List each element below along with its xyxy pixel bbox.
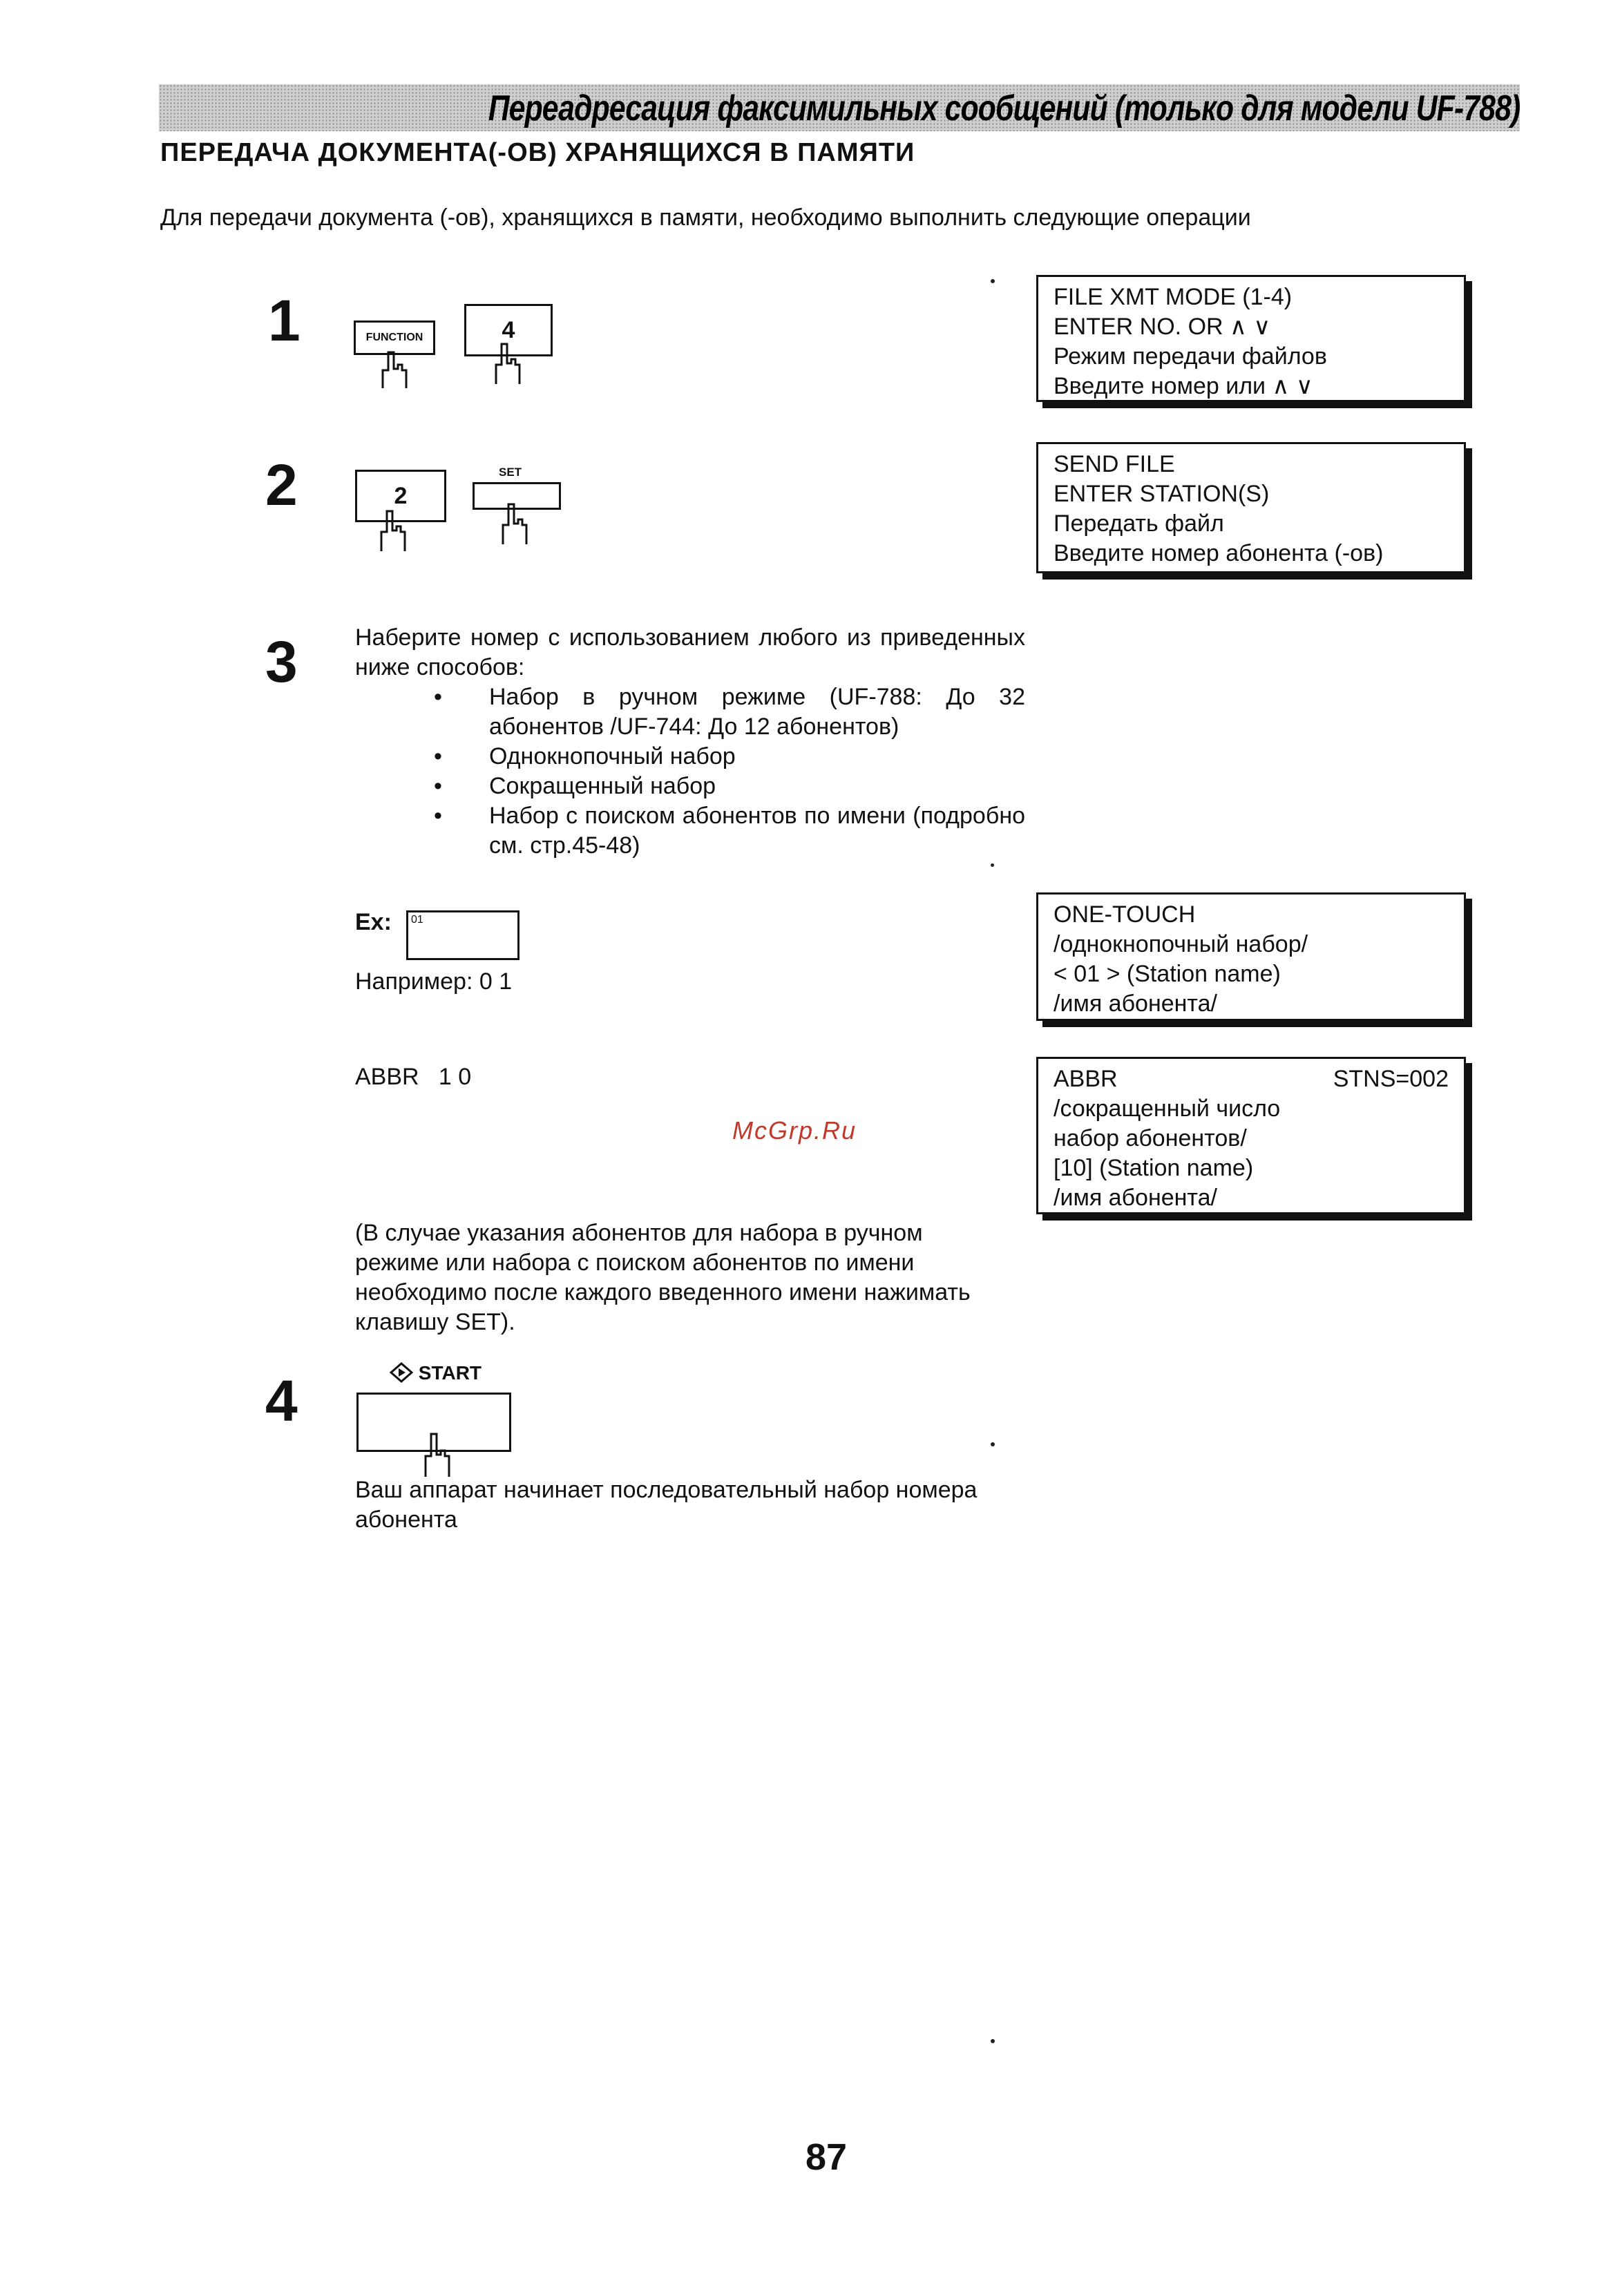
dialing-methods-list: [434, 682, 1025, 861]
list-item: • Однокнопочный набор: [434, 742, 1025, 772]
start-key-label: START: [390, 1362, 482, 1384]
watermark: McGrp.Ru: [732, 1116, 857, 1145]
step-3-number: 3: [265, 629, 298, 694]
print-mark: [991, 279, 995, 283]
list-item: • Сокращенный набор: [434, 772, 1025, 801]
step-1-number: 1: [268, 288, 301, 353]
example-caption: Например: 0 1: [355, 968, 513, 995]
lcd-display-one-touch: ONE-TOUCH /однокнопочный набор/ < 01 > (Station name) /имя абонента/: [1036, 892, 1466, 1021]
press-finger-icon: [488, 341, 529, 387]
header-title: Переадресация факсимильных сообщений (только для модели UF-788): [488, 88, 1520, 128]
start-icon: [390, 1362, 413, 1383]
abbr-example: ABBR 1 0: [355, 1064, 472, 1090]
print-mark: [991, 863, 994, 867]
list-item: • Набор с поиском абонентов по имени (подробно см. стр.45-48): [434, 801, 1025, 861]
print-mark: [991, 2039, 995, 2043]
one-touch-key-01: 01: [406, 910, 519, 960]
press-finger-icon: [373, 508, 414, 554]
step-4-number: 4: [265, 1368, 298, 1433]
list-item: • Набор в ручном режиме (UF-788: До 32 абонентов /UF-744: До 12 абонентов): [434, 682, 1025, 742]
set-key-label: SET: [499, 466, 522, 479]
function-key: FUNCTION: [354, 321, 435, 355]
step-3-text: Наберите номер с использованием любого из приведенных ниже способов:: [355, 624, 1025, 680]
lcd-display-file-xmt: FILE XMT MODE (1-4) ENTER NO. OR ∧ ∨ Режим передачи файлов Введите номер или ∧ ∨: [1036, 275, 1466, 402]
digit-key-2: 2: [355, 470, 446, 522]
lcd-display-abbr: ABBR STNS=002 /сокращенный число набор абонентов/ [10] (Station name) /имя абонента/: [1036, 1057, 1466, 1214]
step-2-number: 2: [265, 452, 298, 517]
page-number: 87: [806, 2136, 848, 2178]
section-heading: ПЕРЕДАЧА ДОКУМЕНТА(-ОВ) ХРАНЯЩИХСЯ В ПАМЯТИ: [160, 138, 915, 167]
lcd-display-send-file: SEND FILE ENTER STATION(S) Передать файл Введите номер абонента (-ов): [1036, 442, 1466, 573]
step-4-text: Ваш аппарат начинает последовательный набор номера абонента: [355, 1477, 978, 1533]
print-mark: [991, 1442, 995, 1446]
step-3-note: (В случае указания абонентов для набора в ручном режиме или набора с поиском абонентов по имени необходимо после каждого введенного имени нажимать клавишу SET).: [355, 1220, 971, 1335]
press-finger-icon: [495, 501, 536, 547]
example-label: Ex:: [355, 909, 392, 935]
press-finger-icon: [373, 350, 414, 391]
digit-key-4: 4: [464, 304, 553, 356]
press-finger-icon: [417, 1431, 459, 1480]
intro-text: Для передачи документа (-ов), хранящихся в памяти, необходимо выполнить следующие операции: [160, 204, 1251, 231]
